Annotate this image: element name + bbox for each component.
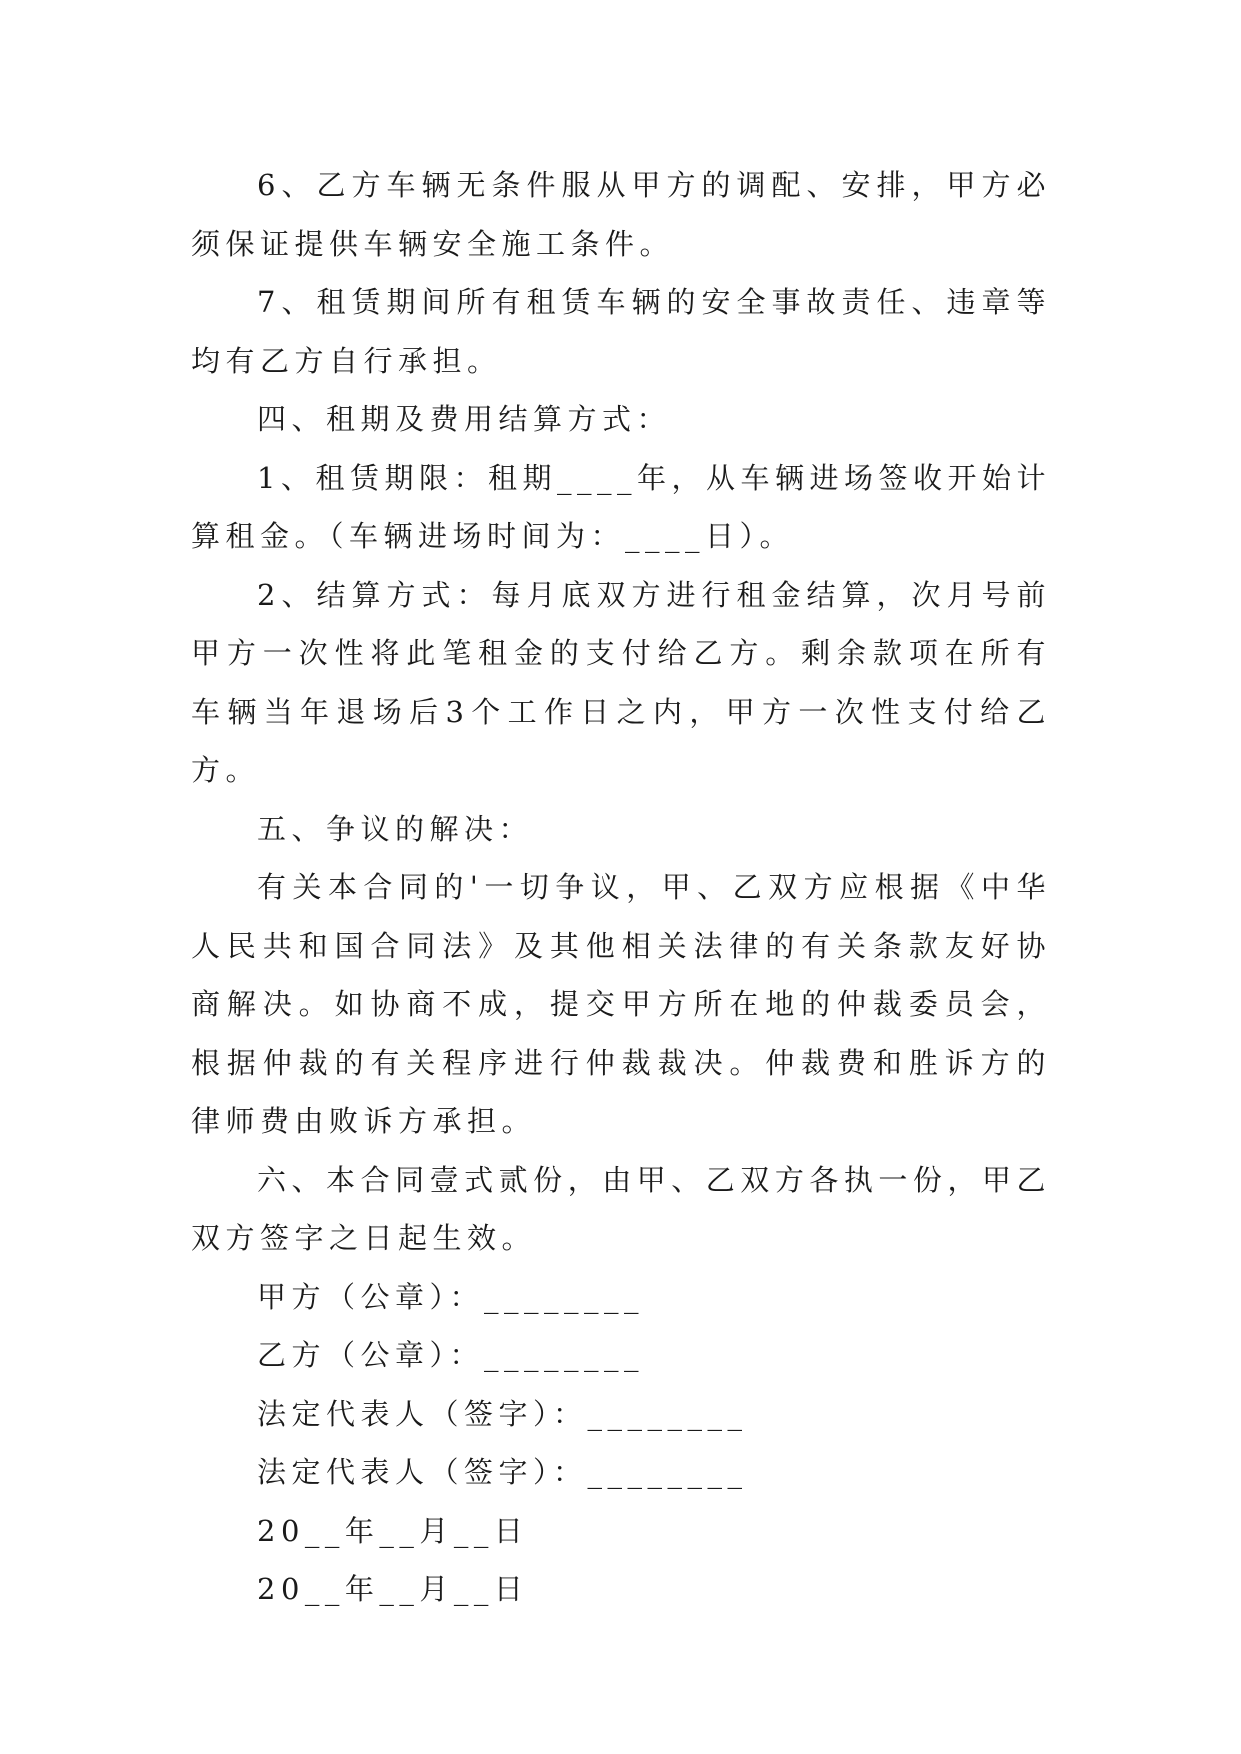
section-heading-4: 四、租期及费用结算方式： xyxy=(257,402,672,436)
clause-6: 6、乙方车辆无条件服从甲方的调配、安排，甲方必须保证提供车辆安全施工条件。 xyxy=(191,168,1051,261)
date-line: 20__年__月__日 xyxy=(257,1513,529,1548)
dispute-resolution-clause: 有关本合同的'一切争议，甲、乙双方应根据《中华人民共和国合同法》及其他相关法律的有关条款友好协商解决。如协商不成，提交甲方所在地的仲裁委员会，根据仲裁的有关程序进行仲裁裁决。仲裁费和胜诉方的律师费由败诉方承担。 xyxy=(191,870,1051,1138)
section-heading-5: 五、争议的解决： xyxy=(257,811,534,846)
clause-7: 7、租赁期间所有租赁车辆的安全事故责任、违章等均有乙方自行承担。 xyxy=(191,285,1051,378)
section-6-effectiveness: 六、本合同壹式贰份，由甲、乙双方各执一份，甲乙双方签字之日起生效。 xyxy=(191,1162,1051,1255)
legal-rep-signature-line: 法定代表人（签字）：________ xyxy=(257,1396,748,1431)
date-line: 20__年__月__日 xyxy=(257,1572,529,1606)
lease-term-clause: 1、租赁期限：租期____年，从车辆进场签收开始计算租金。（车辆进场时间为：____日）。 xyxy=(191,460,1051,553)
settlement-clause: 2、结算方式：每月底双方进行租金结算，次月号前甲方一次性将此笔租金的支付给乙方。剩余款项在所有车辆当年退场后3个工作日之内，甲方一次性支付给乙方。 xyxy=(191,577,1051,787)
legal-rep-signature-line: 法定代表人（签字）：________ xyxy=(257,1455,748,1489)
party-a-seal-line: 甲方（公章）：________ xyxy=(257,1279,645,1314)
party-b-seal-line: 乙方（公章）：________ xyxy=(257,1338,645,1372)
document-body xyxy=(191,156,1051,1619)
